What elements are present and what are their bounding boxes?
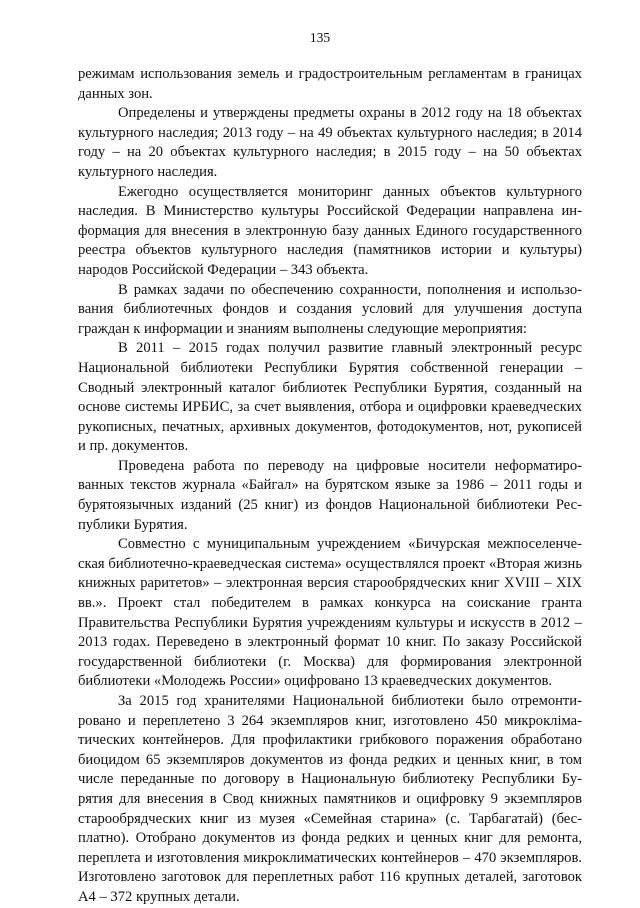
- paragraph-rare-books-project: Совместно с муниципальным учреждением «Бичурская межпоселенческая библиотечно-краеведческая система» осуществлялся проект «Вторая жизнь книжных раритетов» – электронная версия старообрядческих книг XVIII – XIX вв.». Проект стал победителем в рамках конкурса на соискание гранта Правительства Республики Бурятия учреждениям культуры и искусств в 2012 – 2013 годах. Переведено в электронный формат 10 книг. По заказу Российской государственной библиотеки (г. Москва) для формирования электронной библиотеки «Молодежь России» оцифровано 13 краеведческих документов.: [78, 536, 582, 690]
- paragraph-conservation-2015: За 2015 год хранителями Национальной библиотеки было отремонтировано и переплетено 3 264 экземпляров книг, изготовлено 450 микрокліматических контейнеров. Для профилактики грибкового поражения обработано биоцидом 65 экземпляров документов из фонда редких и ценных книг, в том числе переданные по договору в Национальную библиотеку Республики Бурятия для внесения в Свод книжных памятников и оцифровку 9 экземпляров старообрядческих книг из музея «Семейная старина» (с. Тарбагатай) (бесплатно). Отобрано документов из фонда редких и ценных книг для ремонта, переплета и изготовления микроклиматических контейнеров – 470 экземпляров. Изготовлено заготовок для переплетных работ 116 крупных деталей, заготовок А4 – 372 крупных детали.: [78, 693, 582, 905]
- paragraph-library-tasks: В рамках задачи по обеспечению сохранности, пополнения и использования библиотечных фондов и создания условий для улучшения доступа граждан к информации и знаниям выполнены следующие мероприятия:: [78, 281, 582, 337]
- paragraph-monitoring: Ежегодно осуществляется мониторинг данных объектов культурного наследия. В Министерство культуры Российской Федерации направлена информация для внесения в электронную базу данных Единого государственного реестра объектов культурного наследия (памятников истории и культуры) народов Российской Федерации – 343 объекта.: [78, 183, 582, 278]
- paragraph-continuation: режимам использования земель и градостроительным регламентам в границах данных зон.: [78, 66, 582, 102]
- body-text: [78, 65, 582, 908]
- page-number: 135: [309, 30, 331, 45]
- paragraph-baigal-digitization: Проведена работа по переводу на цифровые носители неформатированных текстов журнала «Байгал» на бурятском языке за 1986 – 2011 годы и бурятоязычных изданий (25 книг) из фондов Национальной библиотеки Республики Бурятия.: [78, 457, 582, 533]
- paragraph-electronic-catalog: В 2011 – 2015 годах получил развитие главный электронный ресурс Национальной библиотеки Республики Бурятия собственной генерации – Сводный электронный каталог библиотек Республики Бурятия, созданный на основе системы ИРБИС, за счет выявления, отбора и оцифровки краеведческих рукописных, печатных, архивных документов, фотодокументов, нот, рукописей и пр. документов.: [78, 340, 582, 455]
- paragraph-protection-subjects: Определены и утверждены предметы охраны в 2012 году на 18 объектах культурного наследия; 2013 году – на 49 объектах культурного наследия; в 2014 году – на 20 объектах культурного наследия; в 2015 году – на 50 объектах культурного наследия.: [78, 105, 582, 180]
